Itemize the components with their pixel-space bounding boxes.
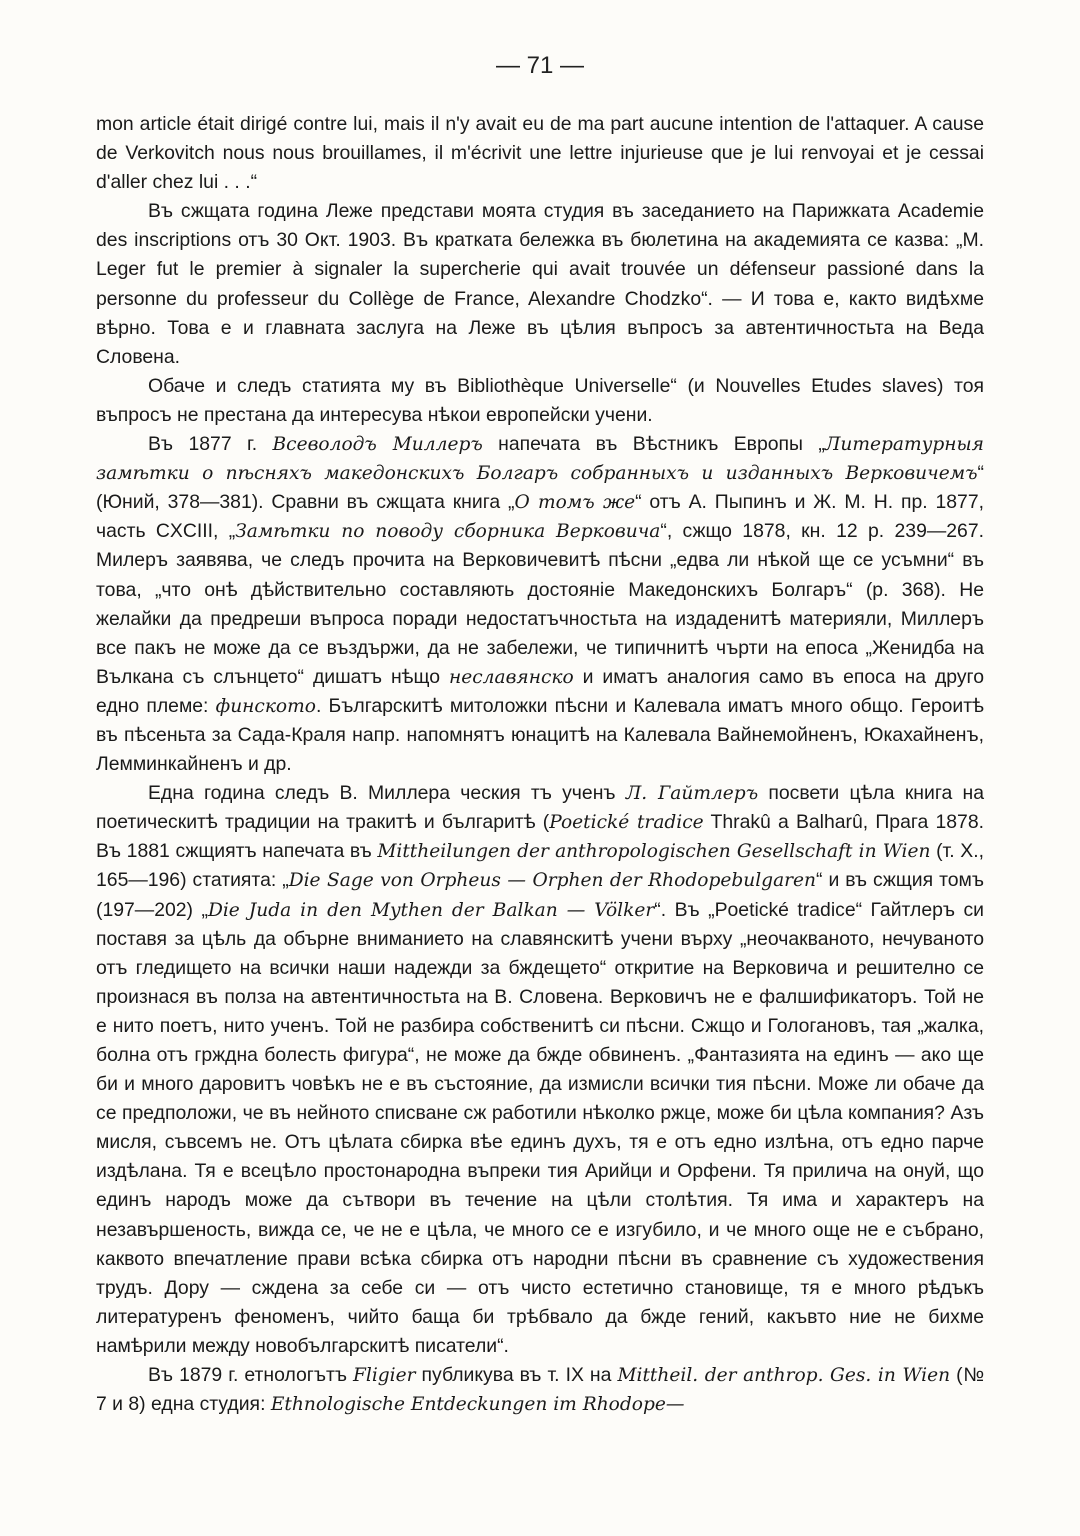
text-run: Thrakû a Balharû, Прага 1878. Въ 1881 сжщиятъ напечата въ	[96, 811, 984, 863]
paragraph	[96, 779, 984, 1361]
italic-title: Литературныя замѣтки о пѣсняхъ македонскихъ Болгаръ собранныхъ и изданныхъ Верковичемъ	[96, 434, 984, 485]
text-run: mon article était dirigé contre lui, mais il n'y avait eu de ma part aucune intention de l'attaquer. A cause de Verkovitch nous nous brouillames, il m'écrivit une lettre injurieuse que je lui renvoyai et je cessai d'aller chez lui . . .“	[96, 113, 984, 194]
paragraph	[96, 372, 984, 430]
italic-title: неславянско	[449, 666, 574, 688]
italic-title: Ethnologische Entdeckungen im Rhodope—	[270, 1394, 685, 1416]
text-run: (т. X., 165—196) статията: „	[96, 840, 984, 892]
paragraph	[96, 110, 984, 197]
text-run: “ отъ А. Пыпинъ и Ж. М. Н. пр. 1877, часть CXCIII, „	[96, 491, 984, 543]
italic-title: Poetické tradice	[549, 812, 704, 834]
text-run: посвети цѣла книга на поетическитѣ традиции на тракитѣ и българитѣ (	[96, 782, 985, 834]
text-run: Въ 1879 г. етнологътъ	[148, 1364, 353, 1387]
text-run: (№ 7 и 8) една студия:	[96, 1364, 985, 1416]
text-run: Обаче и следъ статията му въ Bibliothèque Universelle“ (и Nouvelles Etudes slaves) тоя въпросъ не престана да интересува нѣкои европейски учени.	[96, 374, 984, 426]
italic-title: О томъ же	[514, 492, 636, 514]
paragraph	[96, 197, 984, 372]
text-run: “, сжщо 1878, кн. 12 p. 239—267. Милеръ заявява, че следъ прочита на Верковичевитѣ пѣсни „едва ли нѣкой ще се усъмни“ въ това, „что онѣ дѣйствительно составляють достояніе Македонскихъ Болгаръ“ (p. 368). Не желайки да предреши въпроса поради недостатъчностьта на издаденитѣ материяли, Миллеръ все пакъ не може да се въздържи, да не забележи, че типичнитѣ чърти на епоса „Женидба на Вълкана съ слънцето“ дишатъ нѣщо	[96, 520, 984, 688]
italic-title: Всеволодъ Миллеръ	[272, 434, 483, 456]
page-number: — 71 —	[495, 52, 585, 79]
paragraph	[96, 1361, 984, 1419]
text-run: Въ сжщата година Леже представи моята студия въ заседанието на Парижката Academie des inscriptions отъ 30 Окт. 1903. Въ кратката бележка въ бюлетина на академията се казва: „M. Leger fut le premier à signaler la supercherie qui avait trouvée un défenseur passioné dans la personne du professeur du Collège de France, Alexandre Chodzko“. — И това е, както видѣхме вѣрно. Това е и главната заслуга на Леже въ цѣлия въпросъ за автентичностьта на Веда Словена.	[96, 200, 984, 368]
italic-title: Die Sage von Orpheus — Orphen der Rhodopebulgaren	[288, 870, 817, 892]
text-run: “ и въ сжщия томъ (197—202) „	[96, 869, 984, 921]
text-run: . Българскитѣ митоложки пѣсни и Калевала иматъ много общо. Героитѣ въ пѣсеньта за Сада-Краля напр. напомнятъ юнацитѣ на Калевала Вайнемойненъ, Юкахайненъ, Лемминкайненъ и др.	[96, 694, 985, 776]
italic-title: Fligier	[352, 1365, 416, 1387]
italic-title: Mittheilungen der anthropologischen Gesellschaft in Wien	[377, 841, 931, 863]
text-run: “ (Юний, 378—381). Сравни въ сжщата книга „	[96, 462, 984, 514]
text-run: Въ 1877 г.	[148, 433, 273, 456]
italic-title: Mittheil. der anthrop. Ges. in Wien	[617, 1365, 951, 1387]
text-run: напечата въ Вѣстникъ Европы „	[482, 433, 825, 456]
text-run: и иматъ аналогия само въ епоса на друго едно племе:	[96, 665, 984, 717]
italic-title: Л. Гайтлеръ	[625, 783, 759, 805]
text-run: публикува въ т. IX на	[415, 1364, 618, 1387]
body-text	[96, 110, 984, 1419]
text-run: “. Въ „Poetické tradice“ Гайтлеръ си поставя за цѣль да обърне вниманието на славянскитѣ учени върху „неочакваното, нечуваното отъ гледището на всички наши надежди за бждещето“ откритие на Верковича и решително се произнася въ полза на автентичностьта на В. Словена. Верковичъ не е фалшификаторъ. Той не е нито поетъ, нито ученъ. Той не разбира собственитѣ си пѣсни. Сжщо и Гологановъ, тая „жалка, болна отъ грждна болесть фигура“, не може да бжде обвиненъ. „Фантазията на единъ — ако ще би и много даровитъ човѣкъ не е въ състояние, да измисли всички тия пѣсни. Може ли обаче да се предположи, че въ нейното списване сж работили нѣколко ржце, може би цѣла компания? Азъ мисля, съвсемъ не. Отъ цѣлата сбирка вѣе единъ духъ, тя е отъ едно излѣна, отъ едно парче издѣлана. Тя е всецѣло простонародна въпреки тия Арийци и Орфени. Тя прилича на онуй, що единъ народъ може да сътвори въ течение на цѣли столѣтия. Тя има и характеръ на незавършеность, вижда се, че не е цѣла, че много се е изгубило, и че много още не е събрано, каквото впечатление прави всѣка сбирка отъ народни пѣсни въ сравнение съ художествения трудъ. Дору — сждена за себе си — отъ чисто естетично становище, тя е много рѣдъкъ литературенъ феноменъ, чийто баща би трѣбвало да бжде гений, какъвто ние не бихме намѣрили между новобългарскитѣ писатели“.	[96, 898, 984, 1357]
text-run: Една година следъ В. Миллера ческия тъ ученъ	[148, 782, 626, 805]
italic-title: Замѣтки по поводу сборника Верковича	[235, 521, 661, 543]
italic-title: Die Juda in den Mythen der Balkan — Völker	[207, 899, 655, 921]
paragraph	[96, 430, 984, 779]
italic-title: финското	[215, 695, 316, 717]
